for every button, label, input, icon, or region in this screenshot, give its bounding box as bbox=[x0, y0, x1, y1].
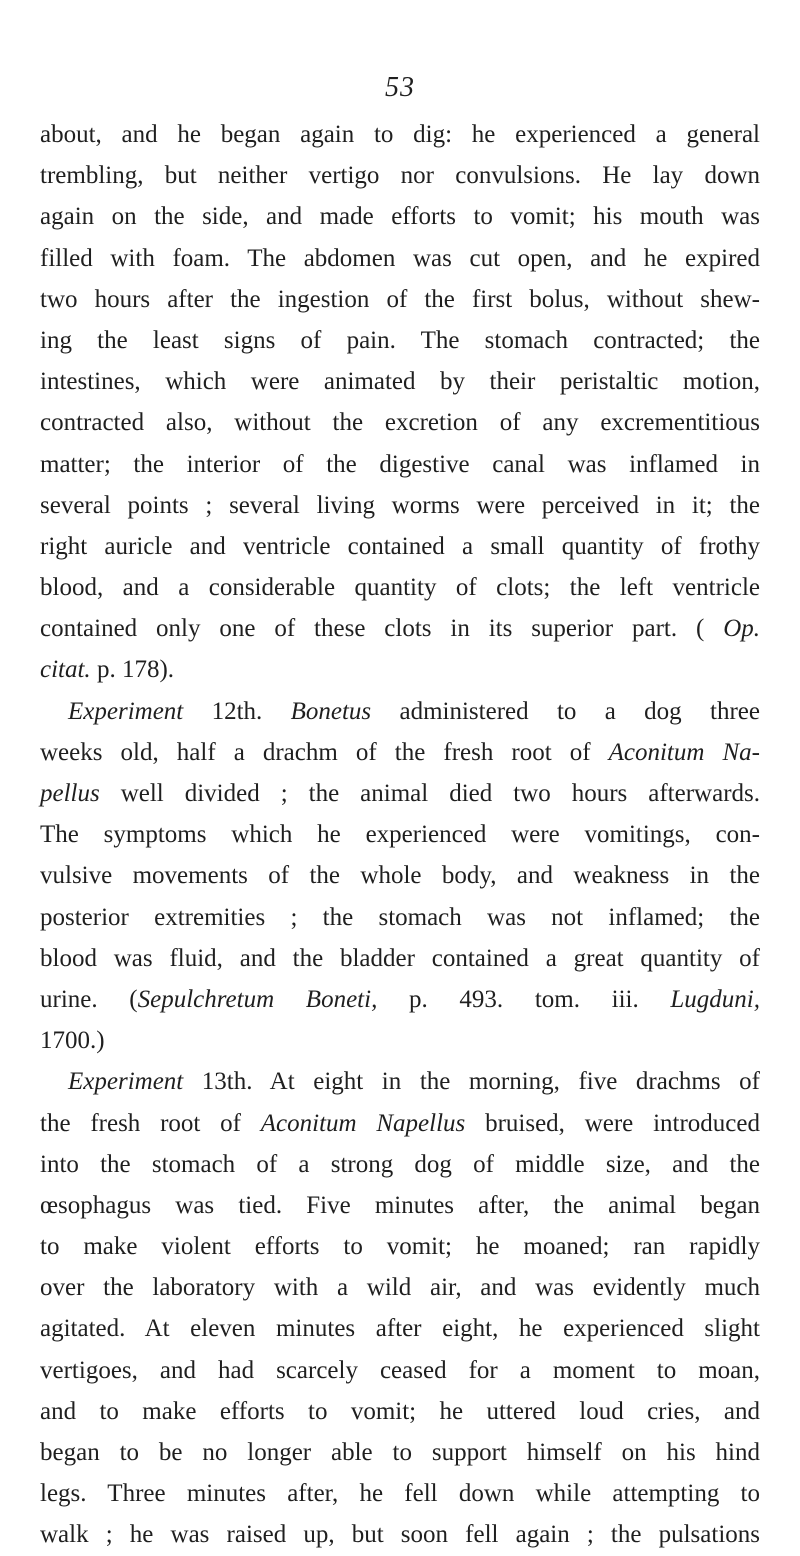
italic-text: Experiment bbox=[68, 697, 184, 725]
text-line bbox=[40, 279, 760, 320]
text-segment: legs. Three minutes after, he fell down while attempting to bbox=[40, 1480, 760, 1508]
text-line bbox=[40, 1144, 760, 1185]
text-segment: the fresh root of bbox=[40, 1109, 261, 1137]
text-segment: matter; the interior of the digestive canal was inflamed in bbox=[40, 450, 760, 478]
text-line bbox=[40, 155, 760, 196]
text-line bbox=[40, 814, 760, 855]
text-line bbox=[40, 979, 760, 1020]
text-line bbox=[40, 1473, 760, 1514]
text-segment: into the stomach of a strong dog of middle size, and the bbox=[40, 1150, 760, 1178]
text-line bbox=[40, 1267, 760, 1308]
italic-text: Op. bbox=[723, 615, 760, 643]
text-segment: 1700.) bbox=[40, 1027, 105, 1055]
text-segment: walk ; he was raised up, but soon fell again ; the pulsations bbox=[40, 1521, 760, 1549]
text-segment: œsophagus was tied. Five minutes after, the animal began bbox=[40, 1191, 760, 1219]
text-line bbox=[40, 485, 760, 526]
text-line bbox=[40, 1226, 760, 1267]
text-line bbox=[40, 526, 760, 567]
text-segment: contained only one of these clots in its superior part. ( bbox=[40, 615, 724, 643]
text-segment: blood was fluid, and the bladder contained a great quantity of bbox=[40, 944, 760, 972]
text-segment: trembling, but neither vertigo nor convulsions. He lay down bbox=[40, 162, 760, 190]
text-segment: weeks old, half a drachm of the fresh root of bbox=[40, 738, 609, 766]
text-line bbox=[40, 114, 760, 155]
text-line bbox=[40, 402, 760, 443]
text-segment: blood, and a considerable quantity of clots; the left ventricle bbox=[40, 574, 760, 602]
text-line bbox=[40, 938, 760, 979]
text-line bbox=[40, 1432, 760, 1473]
text-segment: began to be no longer able to support himself on his hind bbox=[40, 1439, 760, 1466]
text-segment: several points ; several living worms were perceived in it; the bbox=[40, 491, 760, 519]
text-line bbox=[40, 691, 760, 732]
text-segment: 12th. bbox=[183, 697, 291, 725]
text-line bbox=[40, 732, 760, 773]
text-line bbox=[40, 608, 760, 649]
text-segment: right auricle and ventricle contained a small quantity of frothy bbox=[40, 532, 760, 560]
text-line bbox=[40, 320, 760, 361]
body-text bbox=[40, 114, 760, 1556]
text-line bbox=[40, 1350, 760, 1391]
text-line bbox=[40, 444, 760, 485]
text-segment: urine. ( bbox=[40, 985, 138, 1013]
italic-text: Experiment bbox=[68, 1068, 184, 1096]
text-segment: The symptoms which he experienced were vomitings, con- bbox=[40, 821, 760, 849]
text-line bbox=[40, 567, 760, 608]
text-line bbox=[40, 897, 760, 938]
italic-text: Sepulchretum Boneti, bbox=[137, 985, 378, 1013]
text-line bbox=[40, 855, 760, 896]
text-segment: 13th. At eight in the morning, five drachms of bbox=[183, 1068, 760, 1096]
text-line bbox=[40, 1308, 760, 1349]
italic-text: Aconitum Na- bbox=[608, 738, 760, 766]
text-segment: contracted also, without the excretion of any excrementitious bbox=[40, 409, 760, 437]
text-segment: agitated. At eleven minutes after eight, he experienced slight bbox=[40, 1315, 760, 1343]
text-line bbox=[40, 1020, 760, 1061]
text-segment: two hours after the ingestion of the first bolus, without shew- bbox=[40, 285, 760, 313]
text-segment: posterior extremities ; the stomach was not inflamed; the bbox=[40, 903, 760, 931]
text-segment: bruised, were introduced bbox=[465, 1109, 760, 1137]
italic-text: pellus bbox=[40, 780, 100, 807]
text-line bbox=[40, 1391, 760, 1432]
italic-text: citat. bbox=[40, 656, 91, 684]
text-segment: vulsive movements of the whole body, and weakness in the bbox=[40, 862, 760, 890]
text-segment: intestines, which were animated by their peristaltic motion, bbox=[40, 368, 760, 396]
text-segment: well divided ; the animal died two hours afterwards. bbox=[99, 780, 760, 807]
text-line bbox=[40, 196, 760, 237]
text-segment: p. 178). bbox=[90, 656, 175, 684]
text-segment: vertigoes, and had scarcely ceased for a moment to moan, bbox=[40, 1356, 760, 1384]
text-line bbox=[40, 1103, 760, 1144]
text-line bbox=[40, 1185, 760, 1226]
text-segment: again on the side, and made efforts to vomit; his mouth was bbox=[40, 203, 760, 231]
text-line bbox=[40, 649, 760, 690]
text-line bbox=[40, 773, 760, 814]
italic-text: Bonetus bbox=[290, 697, 372, 725]
text-segment: about, and he began again to dig: he experienced a general bbox=[40, 121, 760, 148]
italic-text: Lugduni, bbox=[670, 985, 760, 1013]
text-segment: p. 493. tom. iii. bbox=[377, 985, 671, 1013]
text-line bbox=[40, 1514, 760, 1555]
text-segment: and to make efforts to vomit; he uttered loud cries, and bbox=[40, 1397, 760, 1425]
text-segment: to make violent efforts to vomit; he moaned; ran rapidly bbox=[40, 1233, 760, 1261]
text-line bbox=[40, 361, 760, 402]
italic-text: Aconitum Napellus bbox=[260, 1109, 466, 1137]
page-number: 53 bbox=[385, 72, 415, 103]
text-segment: ing the least signs of pain. The stomach contracted; the bbox=[40, 326, 760, 354]
text-segment: filled with foam. The abdomen was cut open, and he expired bbox=[40, 244, 760, 272]
text-line bbox=[40, 238, 760, 279]
text-line bbox=[40, 1061, 760, 1102]
text-segment: over the laboratory with a wild air, and was evidently much bbox=[40, 1274, 760, 1302]
text-segment: administered to a dog three bbox=[371, 697, 760, 725]
